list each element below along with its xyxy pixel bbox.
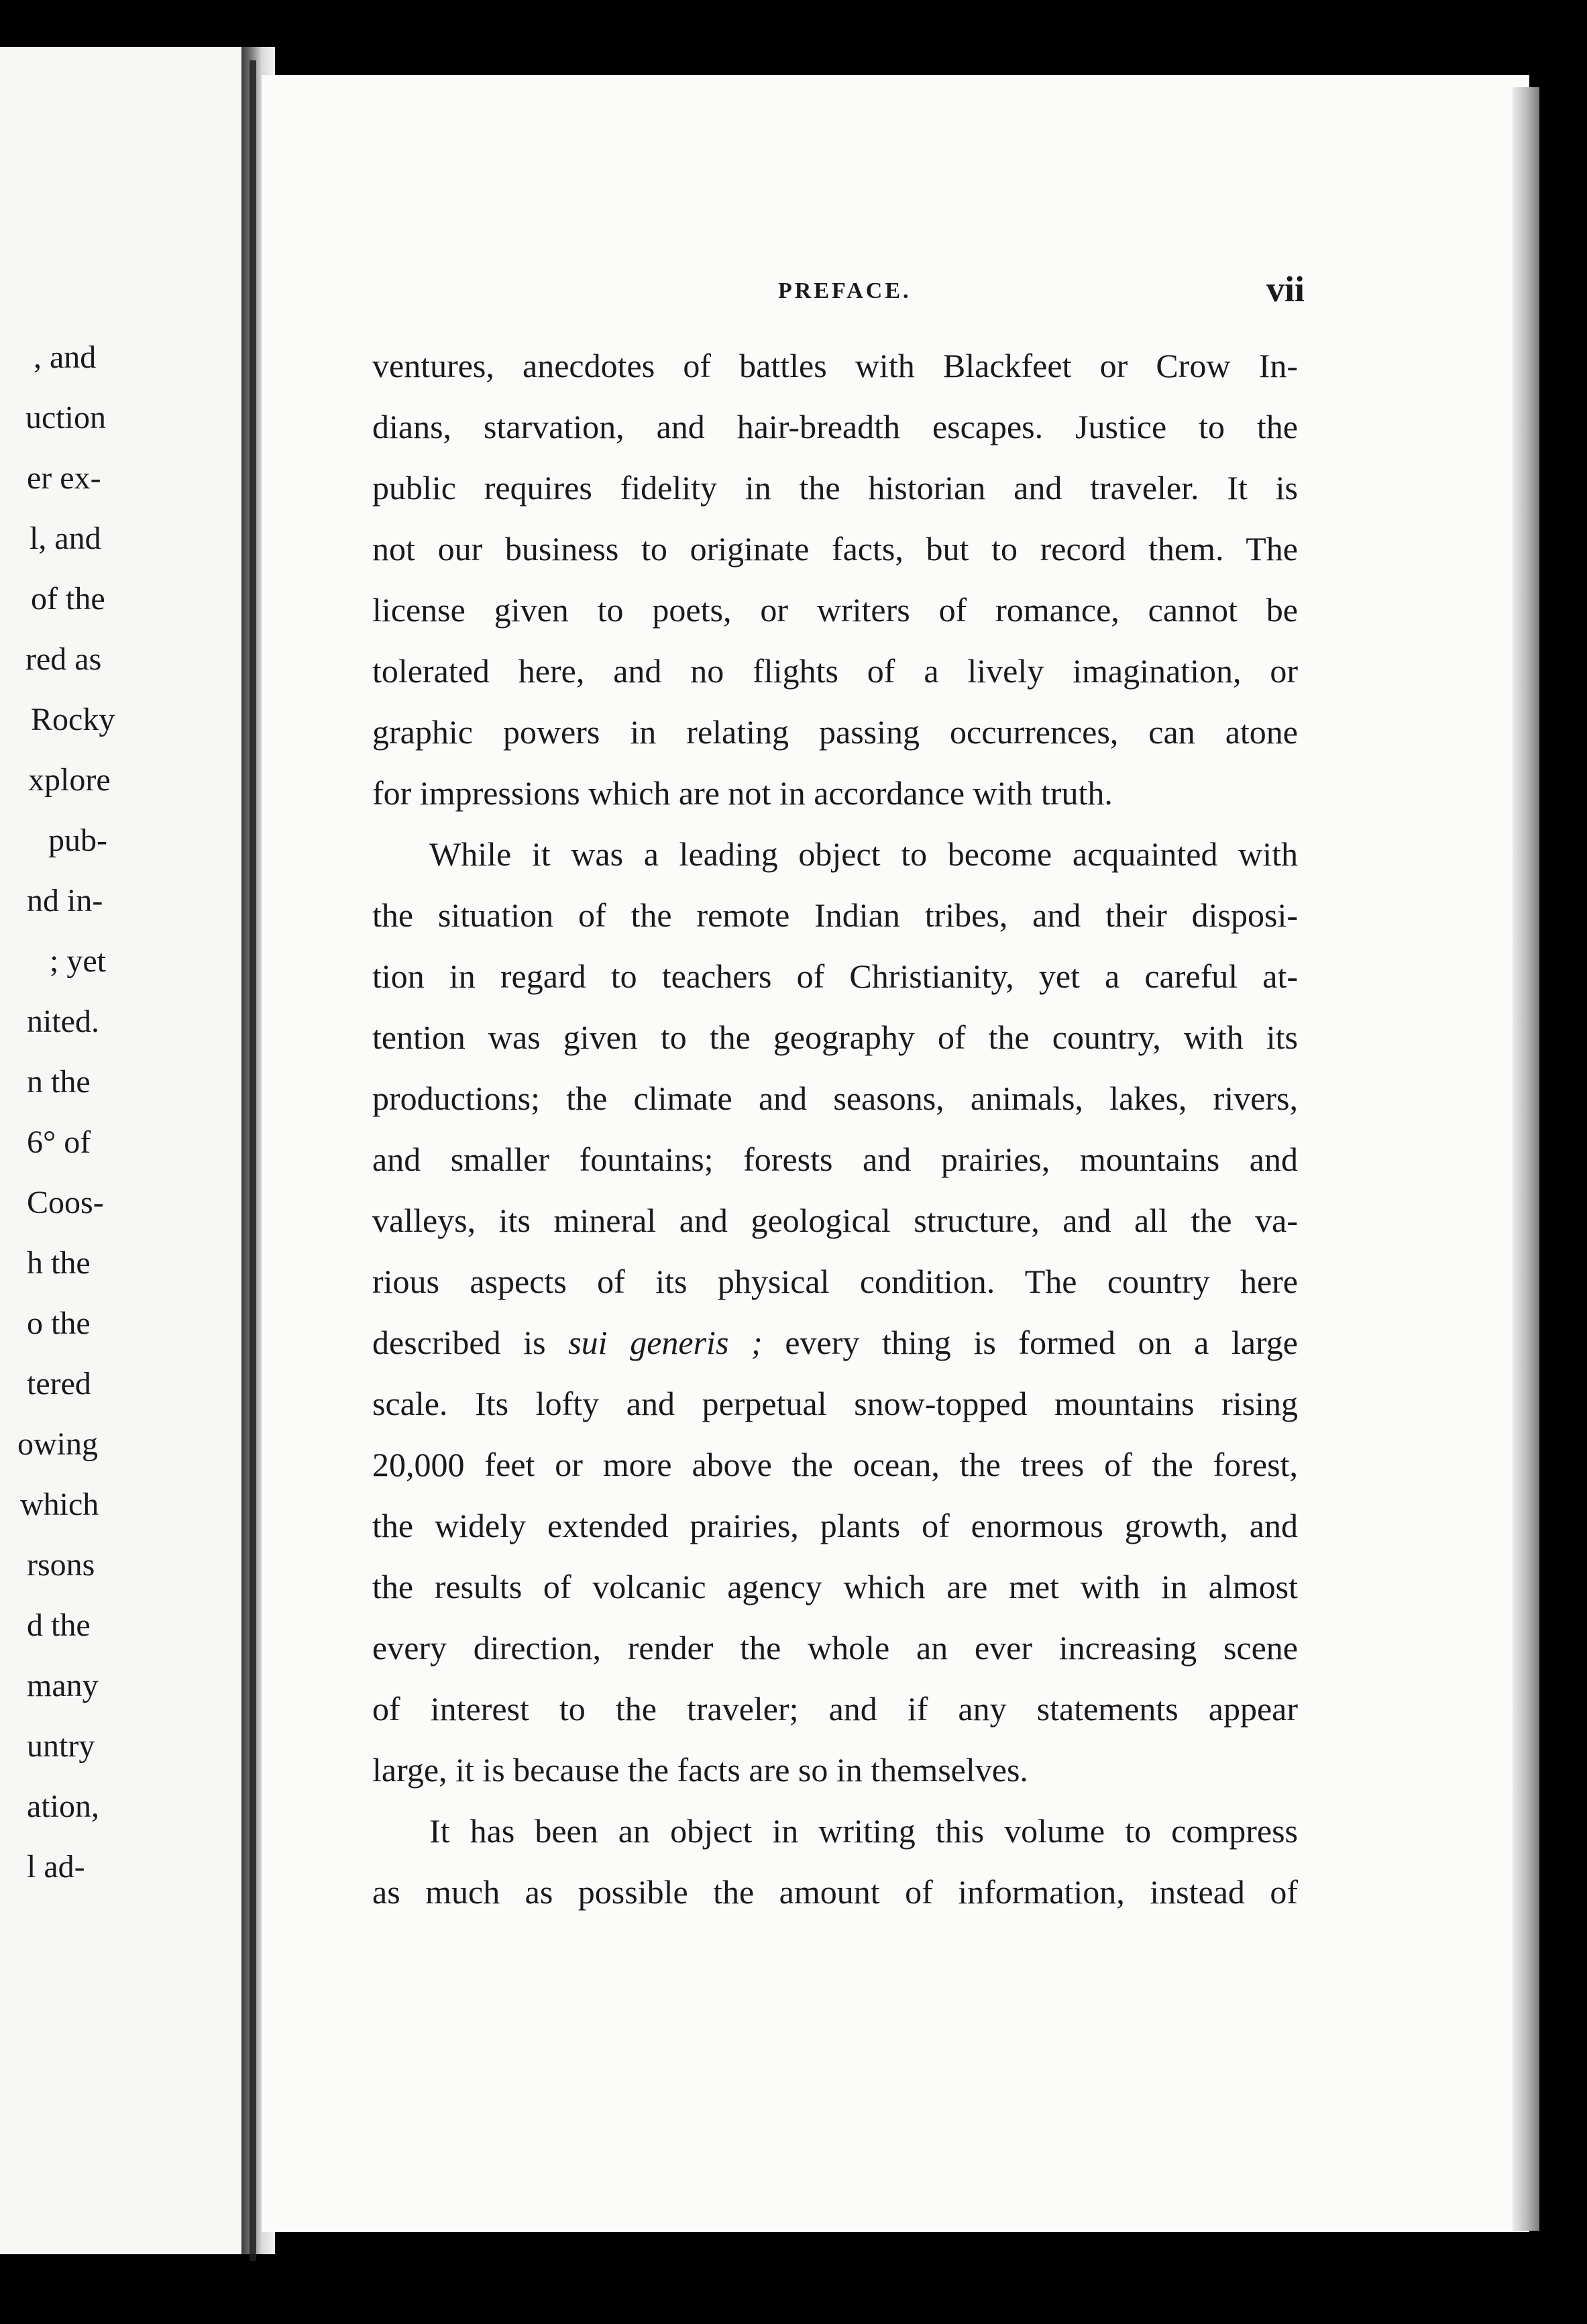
text-line: every direction, render the whole an ever increasing scene bbox=[372, 1629, 1298, 1667]
left-line: l ad- bbox=[27, 1849, 85, 1885]
left-line: nited. bbox=[27, 1004, 99, 1039]
left-line: tered bbox=[27, 1366, 91, 1402]
text-line: scale. Its lofty and perpetual snow-topped mountains rising bbox=[372, 1385, 1298, 1422]
left-line: l, and bbox=[30, 521, 101, 556]
text-line: the widely extended prairies, plants of enormous growth, and bbox=[372, 1507, 1298, 1544]
left-line: d the bbox=[27, 1607, 91, 1643]
left-line: many bbox=[27, 1668, 99, 1703]
left-line: untry bbox=[27, 1728, 95, 1764]
text-line: not our business to originate facts, but to record them. The bbox=[372, 530, 1298, 568]
page-edge bbox=[1513, 87, 1539, 2231]
left-line: uction bbox=[25, 400, 106, 435]
left-line: pub- bbox=[48, 823, 107, 858]
left-page bbox=[0, 47, 241, 2254]
text-fragment: every thing is formed on a large bbox=[762, 1324, 1298, 1361]
left-line: ; yet bbox=[50, 943, 106, 979]
gutter-shadow bbox=[250, 60, 256, 2261]
page-number: vii bbox=[1266, 269, 1305, 309]
text-line: for impressions which are not in accordance with truth. bbox=[372, 774, 1113, 812]
text-line: valleys, its mineral and geological structure, and all the va- bbox=[372, 1202, 1298, 1239]
text-line: ventures, anecdotes of battles with Blackfeet or Crow In- bbox=[372, 347, 1298, 384]
text-line: graphic powers in relating passing occurrences, can atone bbox=[372, 713, 1298, 751]
text-line: large, it is because the facts are so in themselves. bbox=[372, 1751, 1028, 1789]
text-line: dians, starvation, and hair-breadth escapes. Justice to the bbox=[372, 408, 1298, 445]
left-line: owing bbox=[17, 1426, 98, 1462]
text-line: the situation of the remote Indian tribes, and their disposi- bbox=[372, 896, 1298, 934]
text-line: tention was given to the geography of the country, with its bbox=[372, 1018, 1298, 1056]
text-line: It has been an object in writing this volume to compress bbox=[429, 1812, 1298, 1850]
left-line: rsons bbox=[27, 1547, 95, 1583]
left-line: , and bbox=[34, 339, 97, 375]
left-line: nd in- bbox=[27, 883, 103, 918]
text-line: the results of volcanic agency which are met with in almost bbox=[372, 1568, 1298, 1605]
running-header: PREFACE. bbox=[778, 278, 912, 303]
italic-phrase: sui generis ; bbox=[568, 1324, 763, 1361]
left-line: o the bbox=[27, 1306, 91, 1341]
left-line: Rocky bbox=[31, 702, 115, 737]
text-fragment: described is bbox=[372, 1324, 569, 1361]
left-line: red as bbox=[25, 641, 102, 677]
left-line: ation, bbox=[27, 1789, 99, 1824]
text-line-sui-generis bbox=[372, 1312, 1298, 1373]
text-line: 20,000 feet or more above the ocean, the trees of the forest, bbox=[372, 1446, 1298, 1483]
text-line: tion in regard to teachers of Christianity, yet a careful at- bbox=[372, 957, 1298, 995]
left-line: 6° of bbox=[27, 1124, 91, 1160]
text-line: While it was a leading object to become acquainted with bbox=[429, 835, 1298, 873]
left-line: which bbox=[20, 1487, 99, 1522]
left-line: h the bbox=[27, 1245, 91, 1281]
text-line: of interest to the traveler; and if any statements appear bbox=[372, 1690, 1298, 1728]
left-line: Coos- bbox=[27, 1185, 104, 1220]
text-line: tolerated here, and no flights of a lively imagination, or bbox=[372, 652, 1298, 690]
text-line: public requires fidelity in the historian and traveler. It is bbox=[372, 469, 1298, 507]
text-line: rious aspects of its physical condition. The country here bbox=[372, 1263, 1298, 1300]
left-line: er ex- bbox=[27, 460, 101, 496]
left-line: xplore bbox=[28, 762, 111, 798]
left-line: of the bbox=[31, 581, 105, 617]
left-line: n the bbox=[27, 1064, 91, 1100]
text-line: productions; the climate and seasons, animals, lakes, rivers, bbox=[372, 1079, 1298, 1117]
body-text bbox=[372, 335, 1298, 1923]
text-line: and smaller fountains; forests and prairies, mountains and bbox=[372, 1141, 1298, 1178]
text-line: as much as possible the amount of information, instead of bbox=[372, 1873, 1298, 1911]
text-line: license given to poets, or writers of romance, cannot be bbox=[372, 591, 1298, 629]
